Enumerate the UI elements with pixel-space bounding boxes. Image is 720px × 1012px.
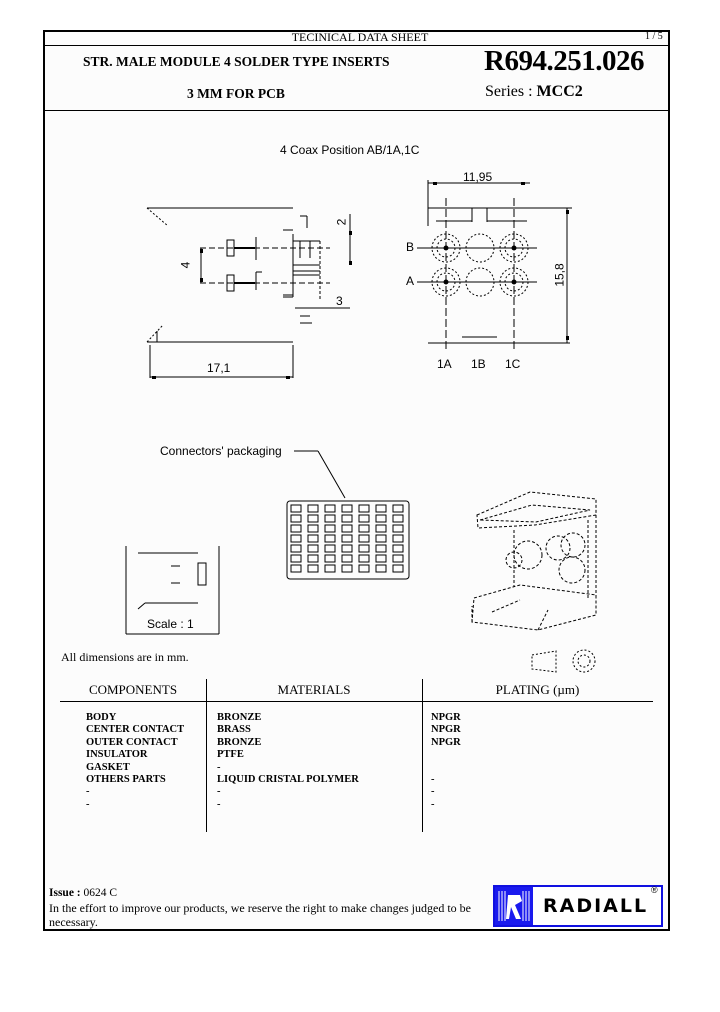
plating-cell: - <box>431 773 435 785</box>
material-cell: PTFE <box>217 749 244 761</box>
materials-column <box>217 712 359 811</box>
row-label-b: B <box>406 240 415 254</box>
scale-label: Scale : 1 <box>147 617 194 631</box>
table-header-divider <box>60 701 653 702</box>
material-cell: - <box>217 761 221 773</box>
dim-side-width: 17,1 <box>207 361 231 375</box>
component-cell: OUTER CONTACT <box>86 736 178 748</box>
issue-label: Issue : <box>49 887 81 899</box>
dim-front-width: 11,95 <box>463 170 493 184</box>
plating-cell: NPGR <box>431 724 461 736</box>
title-line-2: 3 MM FOR PCB <box>187 86 285 101</box>
component-cell: - <box>86 798 90 810</box>
component-cell: CENTER CONTACT <box>86 724 185 736</box>
material-cell: LIQUID CRISTAL POLYMER <box>217 774 359 786</box>
disclaimer: In the effort to improve our products, we reserve the right to make changes judged to be necessary. <box>49 901 471 929</box>
plating-cell <box>431 762 461 774</box>
issue-value: 0624 C <box>83 887 118 899</box>
plating-column <box>431 712 461 811</box>
dimensions-note: All dimensions are in mm. <box>61 650 189 664</box>
components-column <box>86 712 184 811</box>
component-cell: OTHERS PARTS <box>86 774 166 786</box>
radiall-mark-icon <box>495 887 533 925</box>
dim-side-top: 2 <box>334 218 349 226</box>
packaging-label: Connectors' packaging <box>160 444 282 458</box>
issue <box>49 887 117 899</box>
radiall-logo <box>493 885 663 927</box>
component-cell: INSULATOR <box>86 749 148 761</box>
material-cell: - <box>217 786 221 798</box>
doc-type: TECINICAL DATA SHEET <box>291 30 429 44</box>
plating-cell: NPGR <box>431 712 461 723</box>
material-cell: BRONZE <box>217 712 262 723</box>
drawing-caption: 4 Coax Position AB/1A,1C <box>280 143 420 157</box>
component-cell: BODY <box>86 712 117 723</box>
material-cell: BRASS <box>217 724 251 736</box>
table-header-components: COMPONENTS <box>88 682 178 697</box>
component-cell: - <box>86 786 90 798</box>
table-header-materials: MATERIALS <box>277 682 351 697</box>
page-number: 1 / 5 <box>645 31 663 42</box>
dim-side-pin: 3 <box>336 294 343 308</box>
series-value: MCC2 <box>536 83 583 100</box>
plating-cell <box>431 749 461 761</box>
part-number: R694.251.026 <box>484 45 644 77</box>
dim-side-pitch: 4 <box>178 261 193 269</box>
plating-cell: NPGR <box>431 736 461 748</box>
col-label-1a: 1A <box>437 357 452 371</box>
col-label-1c: 1C <box>505 357 521 371</box>
brand-name: RADIALL <box>543 895 649 917</box>
col-label-1b: 1B <box>471 357 486 371</box>
material-cell: - <box>217 798 221 810</box>
dim-front-height: 15,8 <box>552 263 567 287</box>
table-header-plating: PLATING (µm) <box>495 682 580 697</box>
registered-mark: ® <box>651 885 658 895</box>
material-cell: BRONZE <box>217 736 262 748</box>
component-cell: GASKET <box>86 761 130 773</box>
series-label: Series : <box>485 83 533 100</box>
plating-cell: - <box>431 798 435 810</box>
plating-cell: - <box>431 786 435 798</box>
title-line-1: STR. MALE MODULE 4 SOLDER TYPE INSERTS <box>83 54 390 69</box>
row-label-a: A <box>406 274 415 288</box>
